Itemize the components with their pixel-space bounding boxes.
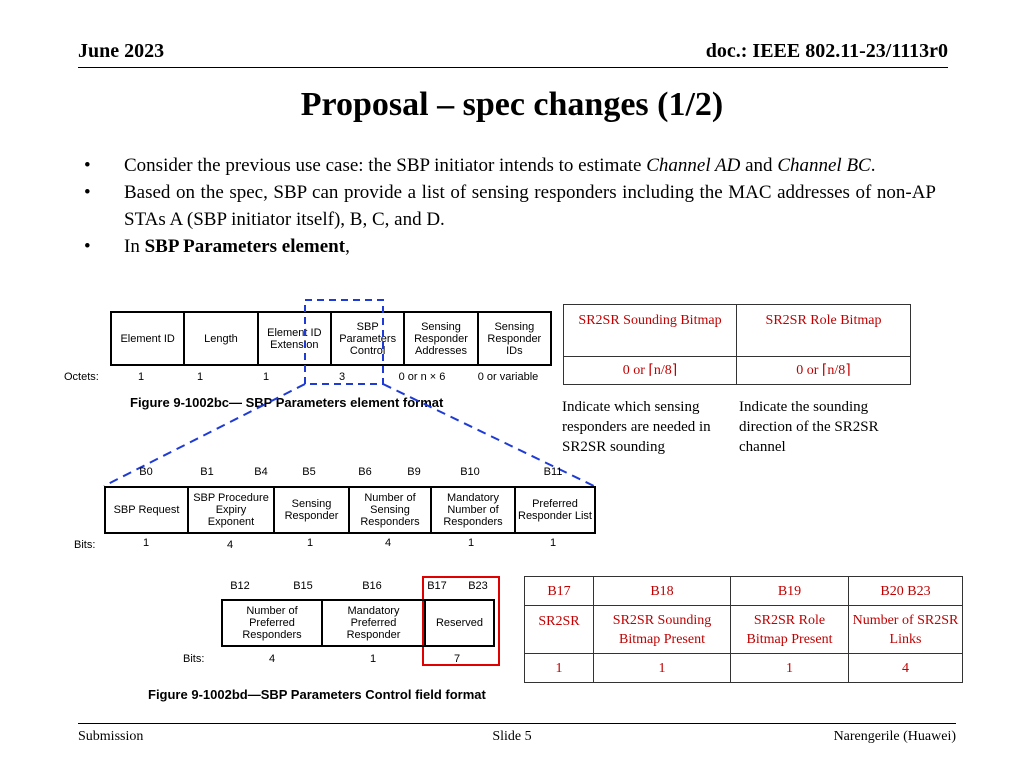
octets-value: 0 or variable bbox=[477, 371, 539, 383]
bit-size: 4 bbox=[226, 539, 234, 551]
bit-position: B10 bbox=[460, 466, 480, 478]
field-cell: Sensing Responder IDs bbox=[478, 312, 551, 365]
octets-value: 0 or n × 6 bbox=[398, 371, 446, 383]
table-cell: 1 bbox=[525, 654, 594, 683]
bit-position: B6 bbox=[358, 466, 372, 478]
table-cell: SR2SR Role Bitmap Present bbox=[731, 606, 849, 654]
field-cell: Number of Preferred Responders bbox=[222, 600, 322, 646]
bit-position: B9 bbox=[407, 466, 421, 478]
bit-position: B11 bbox=[543, 466, 563, 478]
reserved-bits-table bbox=[524, 576, 963, 683]
bit-size: 7 bbox=[453, 653, 461, 665]
octets-value: 1 bbox=[137, 371, 145, 383]
note-sounding-bitmap: Indicate which sensing responders are needed in SR2SR sounding bbox=[562, 399, 711, 455]
table-cell: B17 bbox=[525, 577, 594, 606]
table-cell: B19 bbox=[731, 577, 849, 606]
field-cell: SBP Parameters Control bbox=[331, 312, 404, 365]
field-cell: SBP Request bbox=[105, 487, 188, 533]
footer-author: Narengerile (Huawei) bbox=[833, 729, 956, 744]
field-cell: Length bbox=[184, 312, 257, 365]
sbp-parameters-control-table-1 bbox=[104, 486, 596, 534]
header-date: June 2023 bbox=[78, 40, 165, 62]
bit-size: 1 bbox=[369, 653, 377, 665]
bit-position: B0 bbox=[139, 466, 153, 478]
bit-size: 1 bbox=[549, 537, 557, 549]
footer-submission: Submission bbox=[78, 729, 144, 744]
octets-value: 1 bbox=[262, 371, 270, 383]
sr2sr-bitmap-table bbox=[563, 304, 911, 385]
table-cell: SR2SR bbox=[525, 606, 594, 654]
table-header-cell: SR2SR Role Bitmap bbox=[737, 305, 911, 357]
octets-label: Octets: bbox=[64, 371, 99, 383]
sbp-parameters-control-table-2 bbox=[221, 599, 495, 647]
bit-position: B5 bbox=[302, 466, 316, 478]
field-cell: Mandatory Number of Responders bbox=[431, 487, 515, 533]
bit-size: 1 bbox=[467, 537, 475, 549]
footer-slide-number: Slide 5 bbox=[492, 729, 532, 744]
bit-size: 4 bbox=[268, 653, 276, 665]
field-cell: Number of Sensing Responders bbox=[349, 487, 431, 533]
table-cell: 0 or ⌈n/8⌉ bbox=[564, 357, 737, 385]
bit-position: B23 bbox=[468, 580, 488, 592]
bit-position: B16 bbox=[362, 580, 382, 592]
figure-caption-element: Figure 9-1002bc— SBP Parameters element format bbox=[130, 395, 444, 410]
table-cell: 1 bbox=[594, 654, 731, 683]
bullet-item: • Based on the spec, SBP can provide a list of sensing responders including the MAC addresses of non-AP STAs A (SBP initiator itself), B, C, and D. bbox=[84, 182, 936, 230]
field-cell: Sensing Responder bbox=[274, 487, 349, 533]
table-cell: 1 bbox=[731, 654, 849, 683]
table-cell: B18 bbox=[594, 577, 731, 606]
header-doc-id: doc.: IEEE 802.11-23/1113r0 bbox=[705, 40, 948, 62]
table-cell: 0 or ⌈n/8⌉ bbox=[737, 357, 911, 385]
bit-position: B17 bbox=[427, 580, 447, 592]
footer-rule bbox=[78, 723, 956, 724]
bit-size: 4 bbox=[384, 537, 392, 549]
bit-position: B12 bbox=[230, 580, 250, 592]
table-cell: B20 B23 bbox=[849, 577, 963, 606]
bits-label: Bits: bbox=[74, 539, 96, 551]
field-cell: SBP Procedure Expiry Exponent bbox=[188, 487, 274, 533]
bit-size: 1 bbox=[142, 537, 150, 549]
field-cell: Mandatory Preferred Responder bbox=[322, 600, 425, 646]
bits-label: Bits: bbox=[183, 653, 205, 665]
bullet-item: • Consider the previous use case: the SBP initiator intends to estimate Channel AD and Channel BC. bbox=[84, 155, 876, 176]
octets-value: 3 bbox=[338, 371, 346, 383]
table-cell: 4 bbox=[849, 654, 963, 683]
table-cell: SR2SR Sounding Bitmap Present bbox=[594, 606, 731, 654]
bit-position: B15 bbox=[293, 580, 313, 592]
bit-position: B1 bbox=[200, 466, 214, 478]
field-cell: Element ID bbox=[111, 312, 184, 365]
slide-title: Proposal – spec changes (1/2) bbox=[300, 86, 724, 123]
field-cell: Element ID Extension bbox=[258, 312, 331, 365]
octets-value: 1 bbox=[196, 371, 204, 383]
table-cell: Number of SR2SR Links bbox=[849, 606, 963, 654]
bullet-item: • In SBP Parameters element, bbox=[84, 236, 350, 257]
highlight-box-blue bbox=[305, 300, 383, 384]
field-cell: Preferred Responder List bbox=[515, 487, 595, 533]
figure-caption-control: Figure 9-1002bd—SBP Parameters Control field format bbox=[148, 687, 486, 702]
field-cell: Reserved bbox=[425, 600, 494, 646]
field-cell: Sensing Responder Addresses bbox=[404, 312, 477, 365]
bit-size: 1 bbox=[306, 537, 314, 549]
bit-position: B4 bbox=[254, 466, 268, 478]
table-header-cell: SR2SR Sounding Bitmap bbox=[564, 305, 737, 357]
note-role-bitmap: Indicate the sounding direction of the SR2SR channel bbox=[739, 399, 879, 455]
